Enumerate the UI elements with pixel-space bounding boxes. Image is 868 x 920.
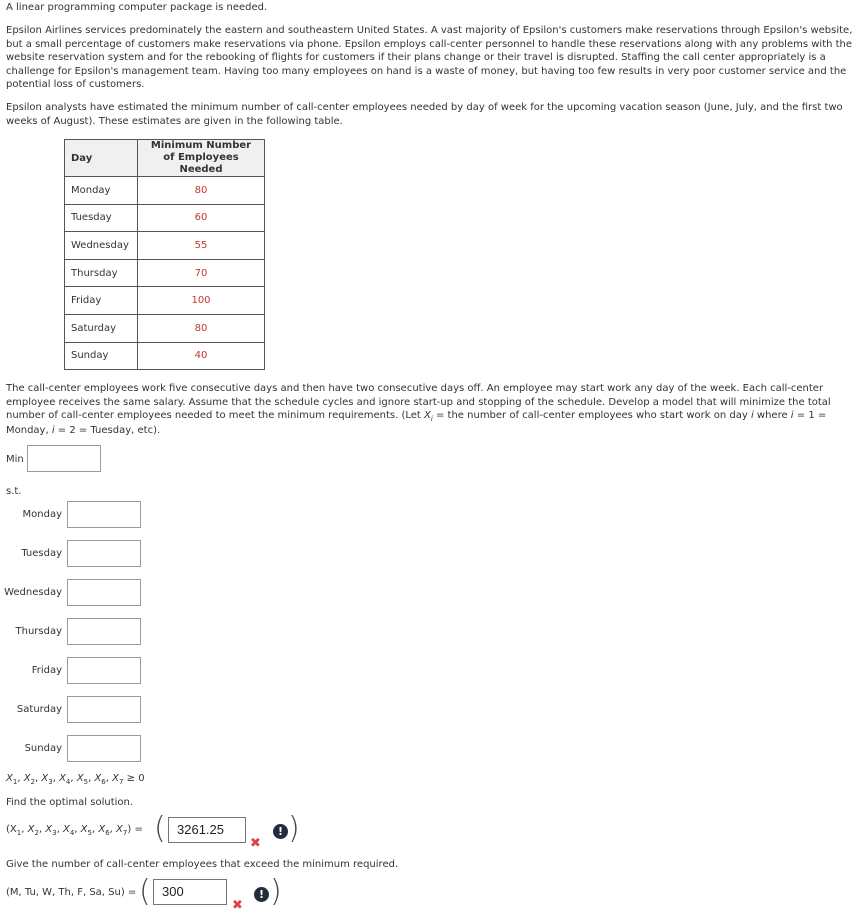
day-cell: Saturday [65,314,138,342]
day-cell: Wednesday [65,232,138,260]
intro-text: A linear programming computer package is needed. [6,2,268,13]
table-row [65,342,265,370]
column-header-day: Day [65,140,138,177]
constraint-label-sunday: Sunday [24,743,62,754]
value-cell: 80 [138,177,265,205]
value-cell: 40 [138,342,265,370]
left-paren: ( [139,874,151,909]
constraint-input-tuesday[interactable] [67,540,141,567]
problem-paragraph-1: Epsilon Airlines services predominately the eastern and southeastern United States. A vast majority of Epsilon's customers make reservations through Epsilon's website, but a small percentage of customers make reservations via phone. Epsilon employs call-center personnel to handle these reservations along with any problems with the website reservation system and for the rebooking of flights for customers if their plans change or their travel is disrupted. Staffing the call center appropriately is a challenge for Epsilon's management team. Having too many employees on hand is a waste of money, but having too few results in very poor customer service and the potential loss of customers. [6,25,853,91]
table-row [65,259,265,287]
constraint-input-wednesday[interactable] [67,579,141,606]
constraint-input-thursday[interactable] [67,618,141,645]
constraint-label-monday: Monday [22,509,62,520]
constraint-label-friday: Friday [31,665,62,676]
constraint-label-wednesday: Wednesday [4,587,62,598]
requirements-table [64,139,265,370]
problem-paragraph-2: Epsilon analysts have estimated the minimum number of call-center employees needed by day of week for the upcoming vacation season (June, July, and the first two weeks of August). These estimates are given in the following table. [6,102,843,127]
optimal-solution-answer[interactable]: 3261.25 [168,817,246,843]
constraint-input-friday[interactable] [67,657,141,684]
min-label: Min [6,454,24,465]
column-header-min-employees: Minimum Number of Employees Needed [138,140,265,177]
constraint-input-sunday[interactable] [67,735,141,762]
constraint-input-saturday[interactable] [67,696,141,723]
value-cell: 55 [138,232,265,260]
left-paren: ( [154,811,166,846]
value-cell: 60 [138,204,265,232]
problem-paragraph-3: The call-center employees work five consecutive days and then have two consecutive days off. An employee may start work any day of the week. Each call-center employee receives the same salary. Assume that the schedule cycles and ignore start-up and stopping of the schedule. Develop a model that will minimize the total number of call-center employees needed to meet the minimum requirements. (Let $X_i$ = the number of call-center employees who start work on day i where i = 1 = Monday, i = 2 = Tuesday, etc). [6,383,831,436]
alert-icon[interactable]: ! [254,887,269,902]
objective-input[interactable] [27,445,101,472]
right-paren: ) [288,811,300,846]
right-paren: ) [270,874,282,909]
day-cell: Thursday [65,259,138,287]
day-cell: Sunday [65,342,138,370]
value-cell: 80 [138,314,265,342]
st-label: s.t. [6,486,22,497]
day-cell: Tuesday [65,204,138,232]
alert-icon[interactable]: ! [273,824,288,839]
constraint-label-tuesday: Tuesday [21,548,62,559]
table-row [65,232,265,260]
constraint-label-saturday: Saturday [16,704,62,715]
value-cell: 70 [138,259,265,287]
day-cell: Monday [65,177,138,205]
wrong-icon: ✖ [250,836,261,851]
table-row [65,177,265,205]
value-cell: 100 [138,287,265,315]
optimal-solution-lhs: ($X_1$, $X_2$, $X_3$, $X_4$, $X_5$, $X_6$, $X_7$) = [6,824,143,837]
table-row [65,287,265,315]
table-header-row [65,140,265,177]
non-negativity-constraint: $X_1$, $X_2$, $X_3$, $X_4$, $X_5$, $X_6$, $X_7 \ge 0$ [6,773,145,786]
table-row [65,314,265,342]
table-row [65,204,265,232]
excess-employees-lhs: (M, Tu, W, Th, F, Sa, Su) = [6,887,137,898]
wrong-icon: ✖ [232,898,243,913]
constraint-input-monday[interactable] [67,501,141,528]
day-cell: Friday [65,287,138,315]
optimal-solution-prompt: Find the optimal solution. [6,797,134,808]
excess-employees-prompt: Give the number of call-center employees that exceed the minimum required. [6,859,399,870]
constraint-label-thursday: Thursday [15,626,62,637]
excess-employees-answer[interactable]: 300 [153,879,227,905]
